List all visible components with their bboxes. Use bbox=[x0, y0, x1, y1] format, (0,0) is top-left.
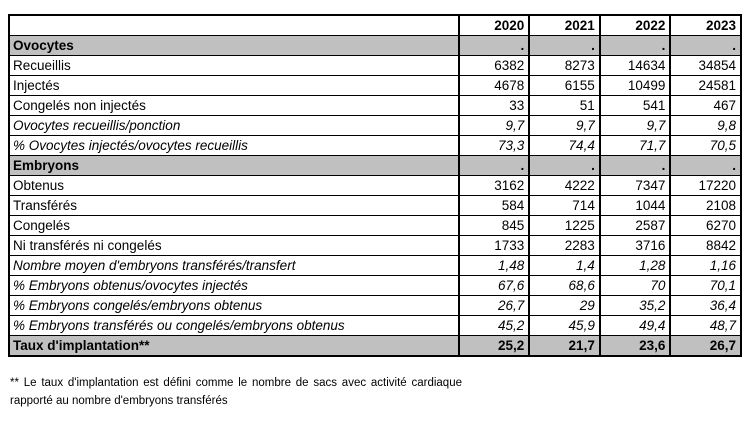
table-row-ni-transferes-ni-congeles bbox=[9, 236, 741, 256]
row-label-cell: Embryons bbox=[9, 156, 459, 176]
value-cell: 1,48 bbox=[459, 256, 530, 276]
value-cell: 48,7 bbox=[670, 316, 741, 336]
table-row-pct-ovocytes-injectes bbox=[9, 136, 741, 156]
value-cell: 1044 bbox=[600, 196, 671, 216]
value-cell: 70,5 bbox=[670, 136, 741, 156]
value-cell: . bbox=[459, 36, 530, 56]
value-cell: 24581 bbox=[670, 76, 741, 96]
value-cell: 8273 bbox=[529, 56, 600, 76]
value-cell: . bbox=[670, 156, 741, 176]
table-row-obtenus bbox=[9, 176, 741, 196]
value-cell: 6155 bbox=[529, 76, 600, 96]
header-empty-cell bbox=[9, 15, 459, 36]
value-cell: 9,7 bbox=[600, 116, 671, 136]
value-cell: 70,1 bbox=[670, 276, 741, 296]
value-cell: 45,2 bbox=[459, 316, 530, 336]
value-cell: 73,3 bbox=[459, 136, 530, 156]
value-cell: 1225 bbox=[529, 216, 600, 236]
value-cell: 584 bbox=[459, 196, 530, 216]
value-cell: 29 bbox=[529, 296, 600, 316]
value-cell: 71,7 bbox=[600, 136, 671, 156]
value-cell: 33 bbox=[459, 96, 530, 116]
value-cell: 3716 bbox=[600, 236, 671, 256]
row-label-cell: Recueillis bbox=[9, 56, 459, 76]
value-cell: . bbox=[529, 156, 600, 176]
value-cell: 6270 bbox=[670, 216, 741, 236]
value-cell: 45,9 bbox=[529, 316, 600, 336]
value-cell: 1733 bbox=[459, 236, 530, 256]
row-label-cell: Ovocytes bbox=[9, 36, 459, 56]
value-cell: 7347 bbox=[600, 176, 671, 196]
table-row-ovocytes-recueillis-ponction bbox=[9, 116, 741, 136]
table-row-injectes bbox=[9, 76, 741, 96]
value-cell: 4678 bbox=[459, 76, 530, 96]
row-label-cell: % Ovocytes injectés/ovocytes recueillis bbox=[9, 136, 459, 156]
row-label-cell: Ni transférés ni congelés bbox=[9, 236, 459, 256]
value-cell: 23,6 bbox=[600, 336, 671, 357]
value-cell: 4222 bbox=[529, 176, 600, 196]
row-label-cell: Congelés non injectés bbox=[9, 96, 459, 116]
value-cell: 1,4 bbox=[529, 256, 600, 276]
value-cell: 17220 bbox=[670, 176, 741, 196]
footnote bbox=[10, 374, 462, 410]
value-cell: 26,7 bbox=[459, 296, 530, 316]
table-row-transferes bbox=[9, 196, 741, 216]
row-label-cell: Congelés bbox=[9, 216, 459, 236]
value-cell: 9,7 bbox=[529, 116, 600, 136]
header-year-2023: 2023 bbox=[670, 15, 741, 36]
row-label-cell: Injectés bbox=[9, 76, 459, 96]
value-cell: 35,2 bbox=[600, 296, 671, 316]
value-cell: 467 bbox=[670, 96, 741, 116]
table-row-section-ovocytes bbox=[9, 36, 741, 56]
value-cell: 3162 bbox=[459, 176, 530, 196]
value-cell: 21,7 bbox=[529, 336, 600, 357]
value-cell: 1,16 bbox=[670, 256, 741, 276]
table-row-recueillis bbox=[9, 56, 741, 76]
value-cell: 25,2 bbox=[459, 336, 530, 357]
table-row-congeles bbox=[9, 216, 741, 236]
value-cell: 9,8 bbox=[670, 116, 741, 136]
value-cell: 67,6 bbox=[459, 276, 530, 296]
value-cell: 714 bbox=[529, 196, 600, 216]
footnote-line-1: ** Le taux d'implantation est défini comme le nombre de sacs avec activité cardiaque bbox=[10, 377, 462, 389]
row-label-cell: % Embryons congelés/embryons obtenus bbox=[9, 296, 459, 316]
table-row-pct-embryons-obtenus bbox=[9, 276, 741, 296]
value-cell: . bbox=[529, 36, 600, 56]
header-year-2020: 2020 bbox=[459, 15, 530, 36]
footnote-line-2: rapporté au nombre d'embryons transférés bbox=[10, 395, 228, 407]
row-label-cell: Obtenus bbox=[9, 176, 459, 196]
value-cell: 14634 bbox=[600, 56, 671, 76]
row-label-cell: % Embryons transférés ou congelés/embryons obtenus bbox=[9, 316, 459, 336]
header-year-2022: 2022 bbox=[600, 15, 671, 36]
row-label-cell: Nombre moyen d'embryons transférés/transfert bbox=[9, 256, 459, 276]
value-cell: 2108 bbox=[670, 196, 741, 216]
value-cell: 70 bbox=[600, 276, 671, 296]
value-cell: 6382 bbox=[459, 56, 530, 76]
table-row-taux-implantation bbox=[9, 336, 741, 357]
value-cell: 9,7 bbox=[459, 116, 530, 136]
value-cell: 74,4 bbox=[529, 136, 600, 156]
row-label-cell: Transférés bbox=[9, 196, 459, 216]
row-label-cell: Ovocytes recueillis/ponction bbox=[9, 116, 459, 136]
value-cell: . bbox=[600, 156, 671, 176]
table-row-section-embryons bbox=[9, 156, 741, 176]
value-cell: 49,4 bbox=[600, 316, 671, 336]
value-cell: 68,6 bbox=[529, 276, 600, 296]
value-cell: 1,28 bbox=[600, 256, 671, 276]
value-cell: 51 bbox=[529, 96, 600, 116]
header-year-2021: 2021 bbox=[529, 15, 600, 36]
value-cell: 10499 bbox=[600, 76, 671, 96]
value-cell: . bbox=[670, 36, 741, 56]
value-cell: 2283 bbox=[529, 236, 600, 256]
value-cell: 8842 bbox=[670, 236, 741, 256]
row-label-cell: % Embryons obtenus/ovocytes injectés bbox=[9, 276, 459, 296]
data-table bbox=[8, 14, 742, 357]
value-cell: 541 bbox=[600, 96, 671, 116]
value-cell: 34854 bbox=[670, 56, 741, 76]
value-cell: 845 bbox=[459, 216, 530, 236]
table-row-pct-embryons-congeles bbox=[9, 296, 741, 316]
table-row-nombre-moyen-embryons bbox=[9, 256, 741, 276]
value-cell: 36,4 bbox=[670, 296, 741, 316]
row-label-cell: Taux d'implantation** bbox=[9, 336, 459, 357]
table-row-congeles-non-injectes bbox=[9, 96, 741, 116]
table-row-pct-embryons-transferes-ou-congeles bbox=[9, 316, 741, 336]
value-cell: . bbox=[459, 156, 530, 176]
value-cell: 26,7 bbox=[670, 336, 741, 357]
table-header-row bbox=[9, 15, 741, 36]
value-cell: 2587 bbox=[600, 216, 671, 236]
value-cell: . bbox=[600, 36, 671, 56]
